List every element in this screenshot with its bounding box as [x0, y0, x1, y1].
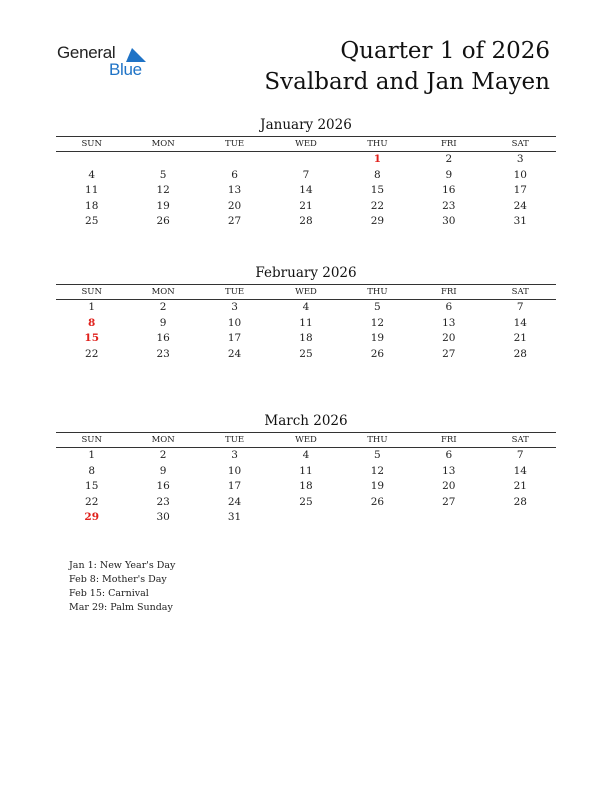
- day-cell: 22: [85, 347, 99, 360]
- day-cell: 27: [442, 495, 456, 508]
- week-row: [56, 183, 556, 199]
- day-cell: 7: [516, 449, 524, 461]
- month-march: [56, 412, 556, 526]
- day-cell: 31: [227, 511, 242, 524]
- day-cell: 20: [442, 480, 456, 493]
- day-cell: 9: [159, 316, 167, 329]
- week-row: [56, 479, 556, 495]
- day-cell: 1: [88, 449, 96, 461]
- day-cell: 6: [445, 301, 453, 313]
- empty-day-cell: [127, 152, 198, 168]
- day-cell: 30: [156, 511, 170, 524]
- holiday-day-cell: 15: [84, 332, 100, 345]
- day-cell: 20: [227, 199, 242, 212]
- day-cell: 1: [88, 301, 96, 313]
- logo-word-general: General: [57, 43, 116, 62]
- day-cell: 4: [88, 168, 96, 181]
- holiday-note: Mar 29: Palm Sunday: [69, 602, 173, 613]
- weekday-header: THU: [342, 433, 413, 448]
- weekday-header: MON: [127, 285, 198, 300]
- day-cell: 18: [299, 332, 313, 345]
- day-cell: 17: [227, 332, 242, 345]
- day-cell: 3: [231, 449, 238, 461]
- week-row: [56, 168, 556, 184]
- day-cell: 13: [442, 316, 456, 329]
- day-cell: 24: [227, 347, 242, 360]
- day-cell: 12: [370, 316, 385, 329]
- day-cell: 28: [513, 347, 527, 360]
- day-cell: 5: [374, 301, 381, 313]
- day-cell: 9: [159, 464, 167, 477]
- day-cell: 9: [445, 168, 453, 181]
- week-row: [56, 300, 556, 316]
- day-cell: 11: [299, 464, 313, 477]
- day-cell: 3: [516, 153, 524, 165]
- weekday-header: MON: [127, 433, 198, 448]
- week-row: [56, 152, 556, 168]
- generalblue-logo: [57, 43, 157, 83]
- day-cell: 14: [513, 464, 527, 477]
- day-cell: 17: [227, 480, 242, 493]
- day-cell: 12: [370, 464, 385, 477]
- week-row: [56, 495, 556, 511]
- weekday-header: FRI: [413, 137, 484, 152]
- day-cell: 16: [156, 480, 170, 493]
- day-cell: 30: [442, 215, 456, 228]
- day-cell: 27: [442, 347, 456, 360]
- day-cell: 25: [299, 347, 313, 360]
- weekday-header: SAT: [485, 137, 556, 152]
- day-cell: 28: [513, 495, 527, 508]
- holiday-day-cell: 29: [84, 511, 100, 524]
- month-january: [56, 116, 556, 230]
- day-cell: 14: [513, 316, 527, 329]
- day-cell: 16: [156, 332, 170, 345]
- day-cell: 14: [299, 184, 313, 197]
- weekday-header: FRI: [413, 285, 484, 300]
- week-row: [56, 448, 556, 464]
- day-cell: 4: [302, 301, 310, 313]
- empty-day-cell: [485, 510, 556, 526]
- month-title: January 2026: [260, 117, 352, 133]
- day-cell: 25: [299, 495, 313, 508]
- day-cell: 28: [299, 215, 313, 228]
- day-cell: 19: [370, 480, 385, 493]
- day-cell: 6: [231, 168, 238, 181]
- holiday-day-cell: 1: [373, 153, 382, 165]
- day-cell: 5: [159, 168, 167, 181]
- day-cell: 26: [156, 215, 170, 228]
- day-cell: 17: [513, 184, 527, 197]
- day-cell: 7: [516, 301, 524, 313]
- day-cell: 19: [156, 199, 170, 212]
- day-cell: 3: [231, 301, 238, 313]
- day-cell: 7: [302, 168, 310, 181]
- day-cell: 22: [370, 199, 385, 212]
- title-region: Svalbard and Jan Mayen: [264, 69, 550, 95]
- day-cell: 8: [374, 168, 381, 181]
- holiday-day-cell: 8: [88, 316, 96, 329]
- week-row: [56, 510, 556, 526]
- weekday-header: TUE: [199, 433, 270, 448]
- weekday-header: MON: [127, 137, 198, 152]
- calendar-grid: [56, 432, 556, 526]
- day-cell: 24: [513, 199, 527, 212]
- day-cell: 2: [159, 301, 167, 313]
- week-row: [56, 331, 556, 347]
- calendar-grid: [56, 284, 556, 362]
- empty-day-cell: [56, 152, 127, 168]
- empty-day-cell: [342, 510, 413, 526]
- empty-day-cell: [413, 510, 484, 526]
- day-cell: 21: [513, 480, 527, 493]
- day-cell: 21: [513, 332, 527, 345]
- weekday-header: TUE: [199, 285, 270, 300]
- day-cell: 2: [445, 153, 453, 165]
- day-cell: 5: [374, 449, 381, 461]
- week-row: [56, 347, 556, 363]
- day-cell: 10: [227, 316, 242, 329]
- day-cell: 23: [156, 347, 170, 360]
- day-cell: 15: [370, 184, 385, 197]
- day-cell: 21: [299, 199, 313, 212]
- empty-day-cell: [270, 510, 341, 526]
- weekday-header: SUN: [56, 433, 127, 448]
- day-cell: 23: [156, 495, 170, 508]
- day-cell: 29: [370, 215, 385, 228]
- weekday-header: SAT: [485, 285, 556, 300]
- holiday-note: Jan 1: New Year's Day: [69, 560, 176, 571]
- day-cell: 2: [159, 449, 167, 461]
- day-cell: 13: [442, 464, 456, 477]
- weekday-header: WED: [270, 137, 341, 152]
- day-cell: 6: [445, 449, 453, 461]
- day-cell: 26: [370, 495, 385, 508]
- weekday-header: WED: [270, 285, 341, 300]
- weekday-header: WED: [270, 433, 341, 448]
- weekday-header: FRI: [413, 433, 484, 448]
- day-cell: 27: [227, 215, 242, 228]
- day-cell: 18: [299, 480, 313, 493]
- month-title: February 2026: [255, 265, 357, 281]
- holiday-note: Feb 15: Carnival: [69, 588, 149, 599]
- page-title: [264, 36, 550, 98]
- weekday-header: TUE: [199, 137, 270, 152]
- title-quarter: Quarter 1 of 2026: [340, 38, 550, 64]
- empty-day-cell: [270, 152, 341, 168]
- day-cell: 13: [227, 184, 242, 197]
- day-cell: 12: [156, 184, 170, 197]
- week-row: [56, 199, 556, 215]
- day-cell: 8: [88, 464, 96, 477]
- weekday-header: THU: [342, 285, 413, 300]
- day-cell: 31: [513, 215, 527, 228]
- week-row: [56, 214, 556, 230]
- calendar-grid: [56, 136, 556, 230]
- empty-day-cell: [199, 152, 270, 168]
- day-cell: 10: [513, 168, 527, 181]
- month-title: March 2026: [264, 413, 348, 429]
- day-cell: 11: [85, 184, 99, 197]
- holiday-notes: [69, 559, 175, 615]
- holiday-note: Feb 8: Mother's Day: [69, 574, 167, 585]
- weekday-header: THU: [342, 137, 413, 152]
- day-cell: 24: [227, 495, 242, 508]
- week-row: [56, 316, 556, 332]
- day-cell: 11: [299, 316, 313, 329]
- day-cell: 20: [442, 332, 456, 345]
- day-cell: 4: [302, 449, 310, 461]
- month-february: [56, 264, 556, 362]
- logo-word-blue: Blue: [109, 60, 142, 79]
- day-cell: 18: [85, 199, 99, 212]
- day-cell: 16: [442, 184, 456, 197]
- weekday-header: SAT: [485, 433, 556, 448]
- day-cell: 22: [85, 495, 99, 508]
- week-row: [56, 464, 556, 480]
- weekday-header: SUN: [56, 285, 127, 300]
- day-cell: 15: [85, 480, 99, 493]
- day-cell: 10: [227, 464, 242, 477]
- day-cell: 26: [370, 347, 385, 360]
- day-cell: 25: [85, 215, 99, 228]
- day-cell: 19: [370, 332, 385, 345]
- weekday-header: SUN: [56, 137, 127, 152]
- day-cell: 23: [442, 199, 456, 212]
